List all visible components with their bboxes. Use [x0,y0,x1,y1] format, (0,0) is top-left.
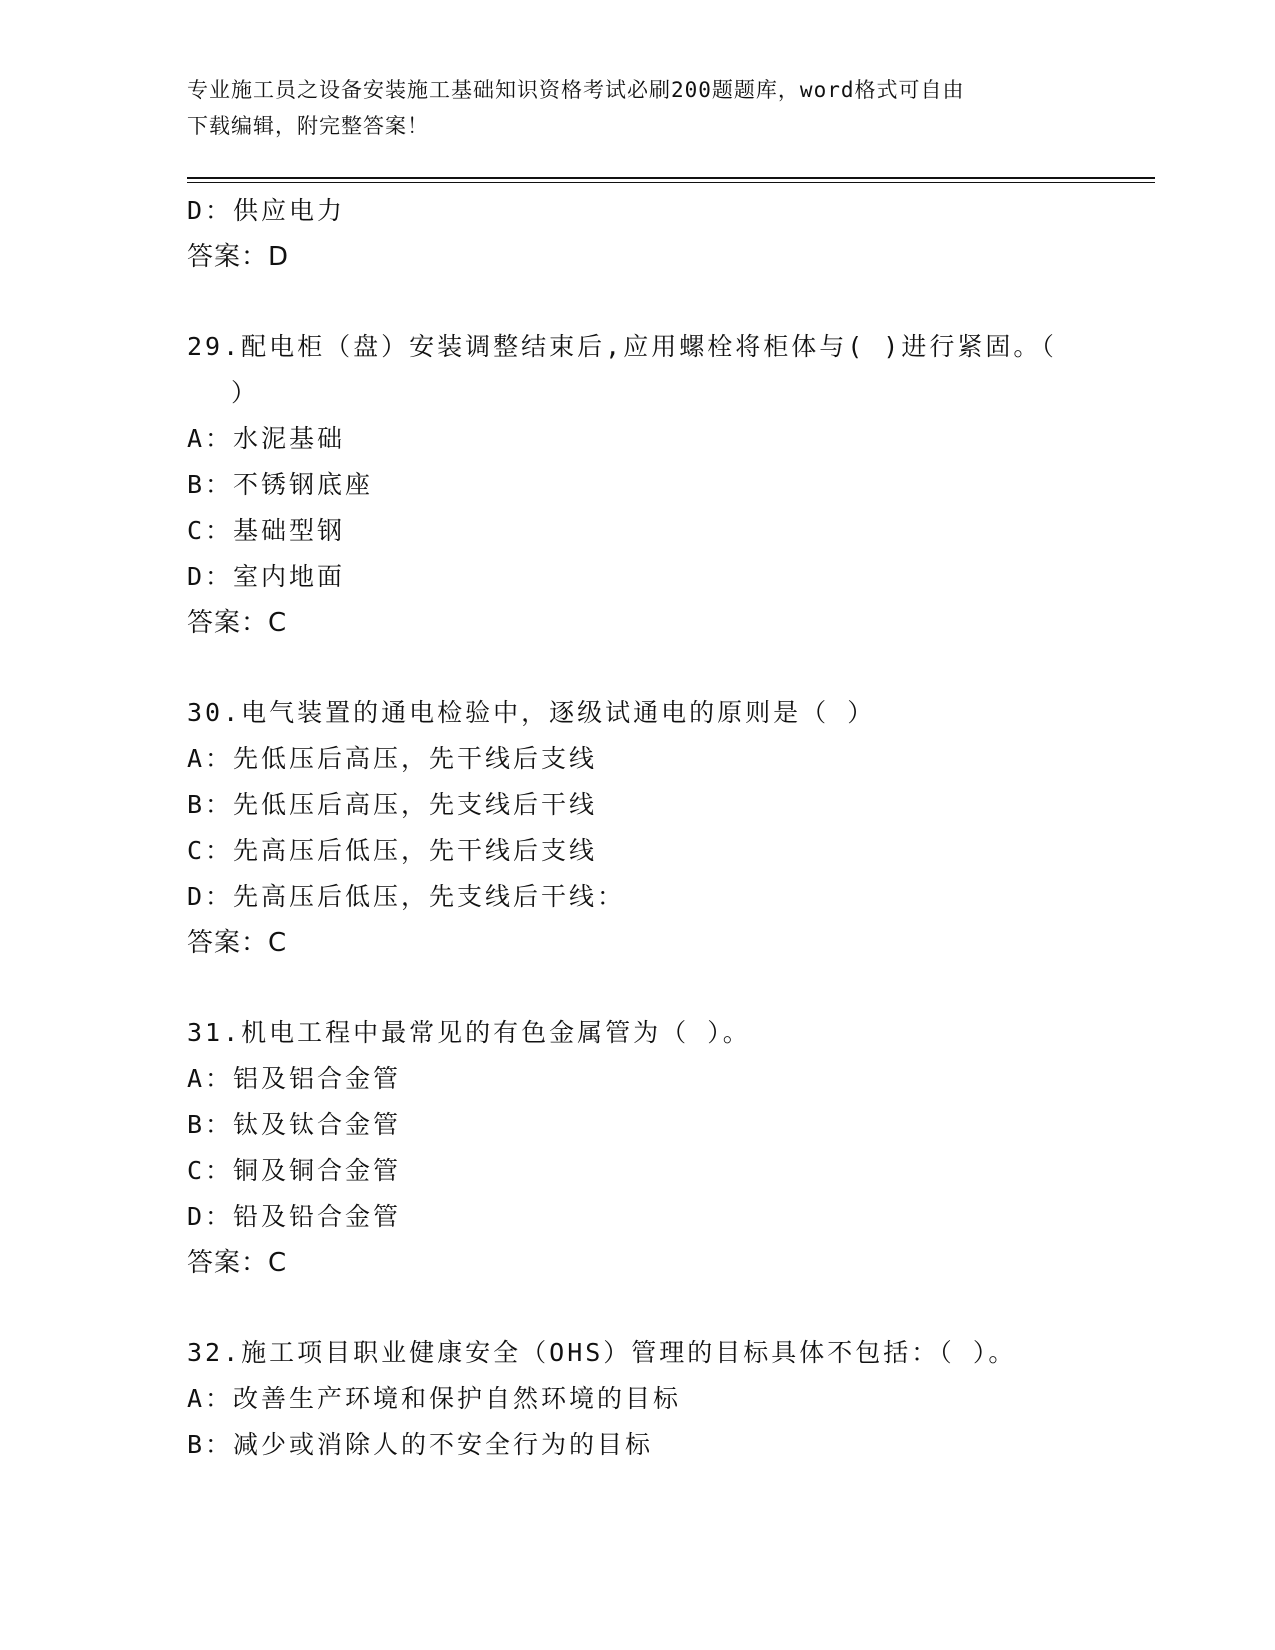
question-stem-continuation: ） [231,378,260,407]
answer-line: 答案：C [187,1248,288,1278]
question-stem: 29.配电柜（盘）安装调整结束后,应用螺栓将柜体与( )进行紧固。（ [187,332,1057,361]
question-list [187,188,1087,1468]
option-c: C：基础型钢 [187,516,346,545]
option-b: B：先低压后高压，先支线后干线 [187,790,598,819]
option-d: D：室内地面 [187,562,346,591]
question-32 [187,1330,1087,1468]
option-c: C：铜及铜合金管 [187,1156,402,1185]
header-title-line-1: 专业施工员之设备安装施工基础知识资格考试必刷200题题库，word格式可自由 [187,78,965,102]
question-29 [187,324,1087,646]
option-a: A：改善生产环境和保护自然环境的目标 [187,1384,682,1413]
answer-line: 答案：D [187,242,290,272]
header-divider-thick [187,177,1155,179]
document-header [187,72,1087,144]
question-stem: 31.机电工程中最常见的有色金属管为（ ）。 [187,1018,751,1047]
answer-line: 答案：C [187,608,288,638]
option-c: C：先高压后低压，先干线后支线 [187,836,598,865]
question-30 [187,690,1087,966]
answer-line: 答案：C [187,928,288,958]
option-b: B：钛及钛合金管 [187,1110,402,1139]
option-b: B：减少或消除人的不安全行为的目标 [187,1430,654,1459]
question-31 [187,1010,1087,1286]
header-divider-thin [187,182,1155,183]
question-28-tail [187,188,1087,280]
header-title-line-2: 下载编辑，附完整答案！ [187,114,429,138]
question-stem: 32.施工项目职业健康安全（OHS）管理的目标具体不包括：（ ）。 [187,1338,1017,1367]
option-a: A：水泥基础 [187,424,346,453]
option-d: D：先高压后低压，先支线后干线： [187,882,626,911]
option-d: D：铅及铅合金管 [187,1202,402,1231]
option-a: A：铝及铝合金管 [187,1064,402,1093]
question-stem: 30.电气装置的通电检验中，逐级试通电的原则是（ ） [187,698,876,727]
option-b: B：不锈钢底座 [187,470,374,499]
option-a: A：先低压后高压，先干线后支线 [187,744,598,773]
option-d: D：供应电力 [187,196,346,225]
